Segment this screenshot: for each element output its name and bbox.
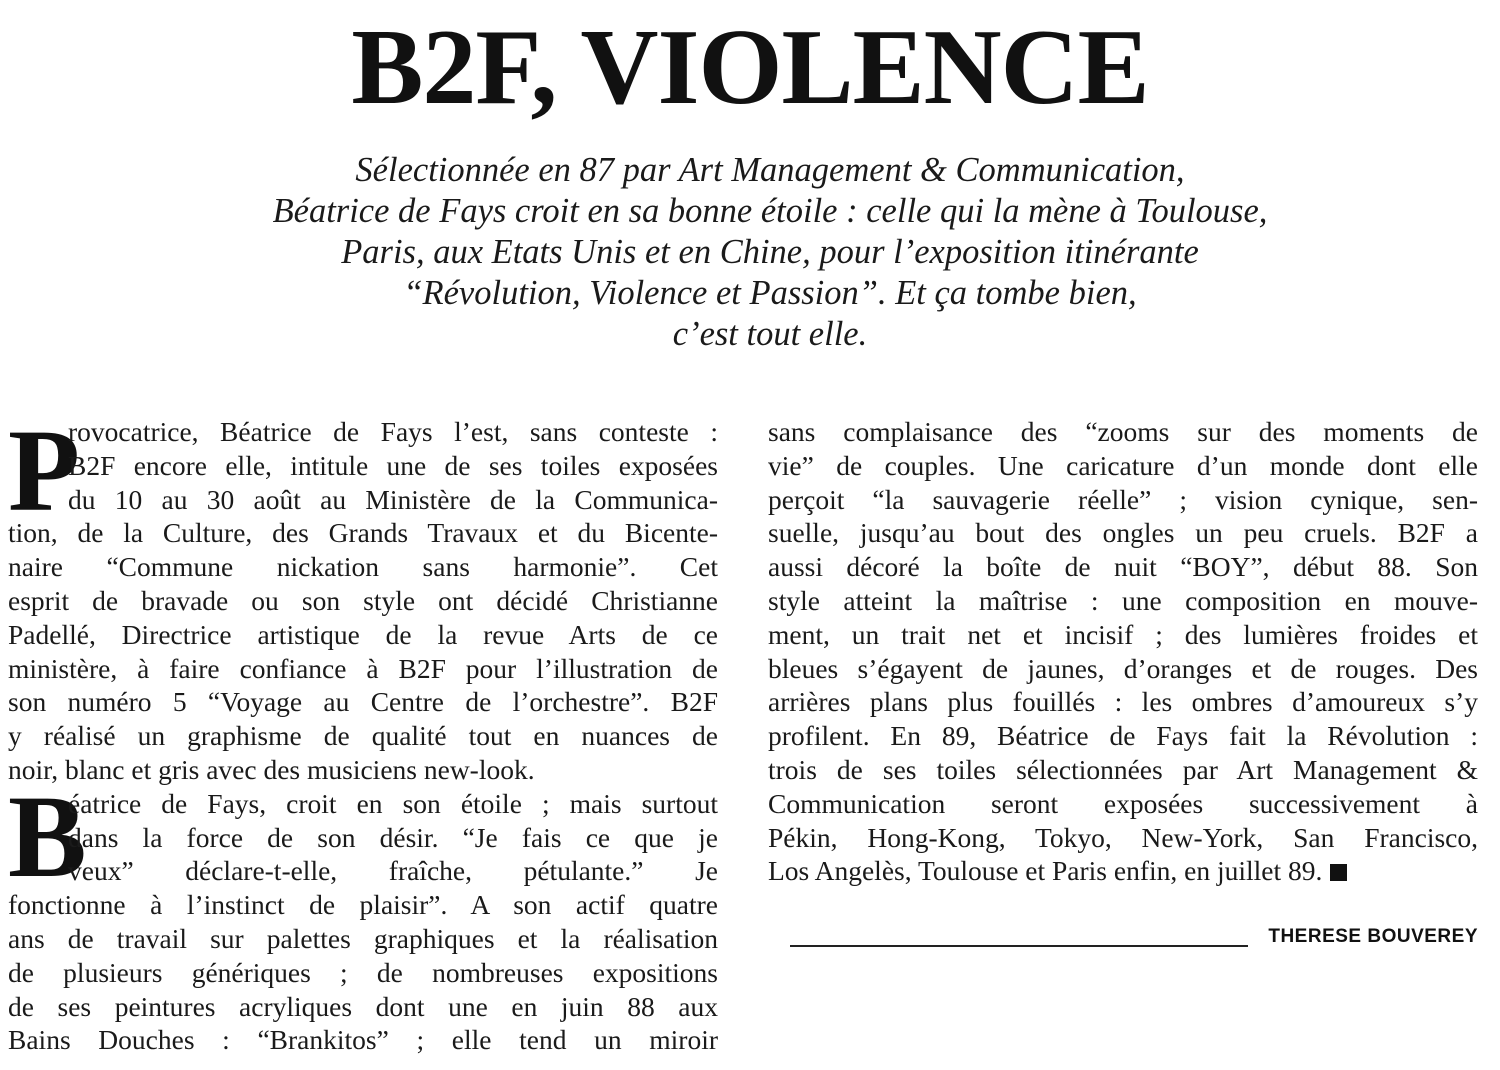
drop-cap: B: [8, 771, 87, 902]
standfirst-line: Paris, aux Etats Unis et en Chine, pour l’exposition itinérante: [341, 233, 1199, 271]
text-line: éatrice de Fays, croit en son étoile ; mais surtout: [68, 787, 718, 819]
paragraph-1: [8, 405, 718, 787]
standfirst-line: Béatrice de Fays croit en sa bonne étoile : celle qui la mène à Toulouse,: [272, 192, 1268, 230]
text-line: perçoit “la sauvagerie réelle” ; vision cynique, sen-: [768, 483, 1478, 515]
text-line: Bains Douches : “Brankitos” ; elle tend un miroir: [8, 1024, 718, 1056]
text-line: suelle, jusqu’au bout des ongles un peu cruels. B2F a: [768, 517, 1478, 549]
end-of-article-square-icon: [1330, 864, 1347, 881]
standfirst-line: c’est tout elle.: [672, 315, 868, 353]
text-line: de ses peintures acryliques dont une en juin 88 aux: [8, 990, 718, 1022]
text-line: sans complaisance des “zooms sur des moments de: [768, 416, 1478, 447]
text-line: Communication seront exposées successivement à: [768, 787, 1478, 819]
text-line: y réalisé un graphisme de qualité tout en nuances de: [8, 720, 718, 752]
text-line: bleues s’égayent de jaunes, d’oranges et de rouges. Des: [768, 652, 1478, 684]
text-line: son numéro 5 “Voyage au Centre de l’orchestre”. B2F: [8, 686, 718, 718]
drop-cap: P: [8, 405, 81, 536]
standfirst-line: “Révolution, Violence et Passion”. Et ça tombe bien,: [403, 274, 1137, 312]
text-line: B2F encore elle, intitule une de ses toiles exposées: [68, 449, 718, 481]
byline: [790, 925, 1478, 955]
text-line: de plusieurs génériques ; de nombreuses expositions: [8, 956, 718, 988]
text-line: esprit de bravade ou son style ont décidé Christianne: [8, 584, 718, 616]
text-line: ans de travail sur palettes graphiques et la réalisation: [8, 922, 718, 954]
text-line: du 10 au 30 août au Ministère de la Communica-: [68, 483, 718, 515]
text-line: vie” de couples. Une caricature d’un monde dont elle: [768, 449, 1478, 481]
article-standfirst: [100, 150, 1440, 355]
article-title: B2F, VIOLENCE: [351, 8, 1149, 127]
paragraph-2: [8, 771, 718, 1057]
text-line: Padellé, Directrice artistique de la revue Arts de ce: [8, 618, 718, 650]
text-line: ministère, à faire confiance à B2F pour l’illustration de: [8, 652, 718, 684]
text-line-final: [768, 854, 1478, 888]
text-line: trois de ses toiles sélectionnées par Art Management &: [768, 753, 1478, 785]
text-line: tion, de la Culture, des Grands Travaux et du Bicente-: [8, 517, 718, 549]
text-line: arrières plans plus fouillés : les ombres d’amoureux s’y: [768, 686, 1478, 718]
byline-rule: [790, 945, 1248, 947]
text-line: ment, un trait net et incisif ; des lumières froides et: [768, 618, 1478, 650]
text-line: noir, blanc et gris avec des musiciens new-look.: [8, 753, 535, 785]
text-line: Los Angelès, Toulouse et Paris enfin, en juillet 89.: [768, 855, 1323, 887]
text-line: veux” déclare-t-elle, fraîche, pétulante.” Je: [68, 855, 718, 887]
text-line: fonctionne à l’instinct de plaisir”. A son actif quatre: [8, 889, 718, 921]
body-column-right: [768, 415, 1478, 888]
body-column-left: [8, 405, 718, 1057]
text-line: Pékin, Hong-Kong, Tokyo, New-York, San Francisco,: [768, 821, 1478, 853]
text-line: naire “Commune nickation sans harmonie”. Cet: [8, 551, 718, 583]
text-line: rovocatrice, Béatrice de Fays l’est, sans conteste :: [68, 416, 718, 447]
standfirst-line: Sélectionnée en 87 par Art Management & Communication,: [355, 151, 1185, 189]
text-line: aussi décoré la boîte de nuit “BOY”, début 88. Son: [768, 551, 1478, 583]
text-line: style atteint la maîtrise : une composition en mouve-: [768, 584, 1478, 616]
text-line: dans la force de son désir. “Je fais ce que je: [68, 821, 718, 853]
author-name: THERESE BOUVEREY: [1268, 926, 1478, 947]
text-line: profilent. En 89, Béatrice de Fays fait la Révolution :: [768, 720, 1478, 752]
